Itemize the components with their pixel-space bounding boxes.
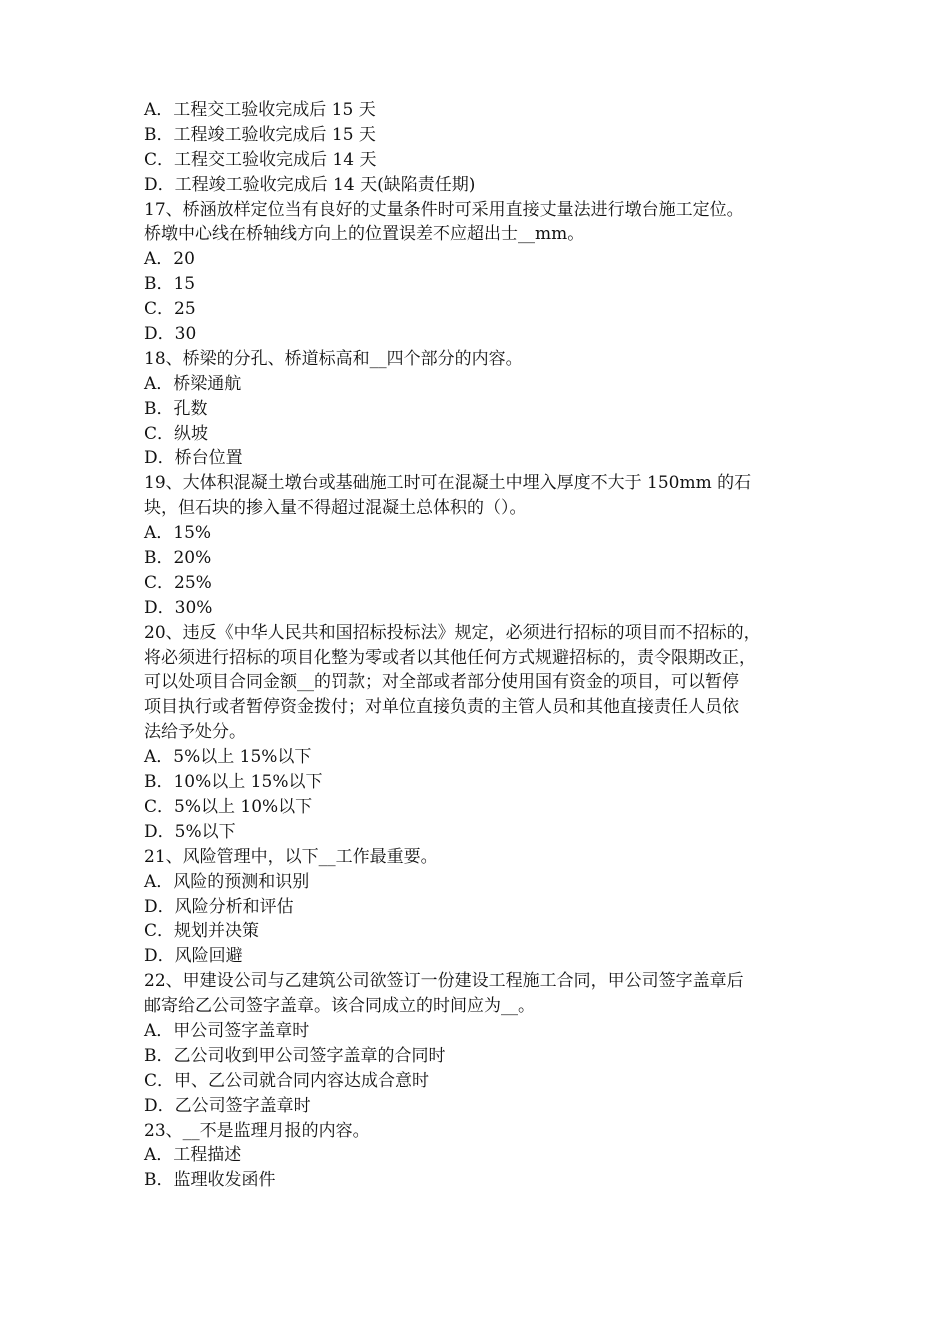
answer-option-line: A．工程交工验收完成后 15 天 xyxy=(144,100,376,120)
answer-option-line: D．5%以下 xyxy=(144,821,236,842)
answer-option-line: C．5%以上 10%以下 xyxy=(144,796,313,817)
answer-option-line: A．15% xyxy=(144,523,212,544)
answer-option-line: C．规划并决策 xyxy=(144,921,260,942)
answer-option-line: B．孔数 xyxy=(144,398,208,419)
answer-option-line: C．25% xyxy=(144,572,212,593)
answer-option-line: B．监理收发函件 xyxy=(144,1170,276,1191)
question-text-line: 块，但石块的掺入量不得超过混凝土总体积的（）。 xyxy=(144,498,527,519)
answer-option-line: C．25 xyxy=(144,299,196,320)
question-text-line: 23、__不是监理月报的内容。 xyxy=(144,1120,370,1141)
answer-option-line: C．纵坡 xyxy=(144,423,209,444)
question-text-line: 将必须进行招标的项目化整为零或者以其他任何方式规避招标的，责令限期改正， xyxy=(144,647,756,668)
answer-option-line: A．工程描述 xyxy=(144,1145,242,1166)
answer-option-line: C．工程交工验收完成后 14 天 xyxy=(144,149,377,170)
answer-option-line: A．甲公司签字盖章时 xyxy=(144,1020,310,1041)
question-text-line: 项目执行或者暂停资金拨付；对单位直接负责的主管人员和其他直接责任人员依 xyxy=(144,697,739,718)
answer-option-line: B．15 xyxy=(144,274,196,295)
answer-option-line: B．工程竣工验收完成后 15 天 xyxy=(144,124,376,145)
answer-option-line: A．5%以上 15%以下 xyxy=(144,747,312,768)
answer-option-line: A．风险的预测和识别 xyxy=(144,871,310,892)
answer-option-line: B．10%以上 15%以下 xyxy=(144,772,323,793)
answer-option-line: D．30 xyxy=(144,324,197,345)
question-text-line: 桥墩中心线在桥轴线方向上的位置误差不应超出士__mm。 xyxy=(144,224,585,245)
answer-option-line: D．30% xyxy=(144,597,213,618)
question-text-line: 20、违反《中华人民共和国招标投标法》规定，必须进行招标的项目而不招标的， xyxy=(144,622,761,643)
question-text-line: 17、桥涵放样定位当有良好的丈量条件时可采用直接丈量法进行墩台施工定位。 xyxy=(144,199,744,220)
question-text-line: 21、风险管理中，以下__工作最重要。 xyxy=(144,846,438,867)
answer-option-line: D．工程竣工验收完成后 14 天(缺陷责任期) xyxy=(144,174,476,195)
document-page xyxy=(144,98,824,1193)
answer-option-line: B．20% xyxy=(144,548,212,569)
answer-option-line: D．乙公司签字盖章时 xyxy=(144,1095,311,1116)
answer-option-line: D．桥台位置 xyxy=(144,448,243,469)
question-text-line: 18、桥梁的分孔、桥道标高和__四个部分的内容。 xyxy=(144,348,523,369)
question-text-line: 邮寄给乙公司签字盖章。该合同成立的时间应为__。 xyxy=(144,996,535,1017)
answer-option-line: D．风险分析和评估 xyxy=(144,896,294,917)
answer-option-line: A．桥梁通航 xyxy=(144,373,242,394)
question-text-line: 19、大体积混凝土墩台或基础施工时可在混凝土中埋入厚度不大于 150mm 的石 xyxy=(144,473,752,494)
question-text-line: 法给予处分。 xyxy=(144,722,246,743)
answer-option-line: C．甲、乙公司就合同内容达成合意时 xyxy=(144,1070,430,1091)
answer-option-line: D．风险回避 xyxy=(144,946,243,967)
question-text-line: 22、甲建设公司与乙建筑公司欲签订一份建设工程施工合同，甲公司签字盖章后 xyxy=(144,971,744,992)
answer-option-line: B．乙公司收到甲公司签字盖章的合同时 xyxy=(144,1045,446,1066)
question-text-line: 可以处项目合同金额__的罚款；对全部或者部分使用国有资金的项目，可以暂停 xyxy=(144,672,739,693)
answer-option-line: A．20 xyxy=(144,249,195,270)
